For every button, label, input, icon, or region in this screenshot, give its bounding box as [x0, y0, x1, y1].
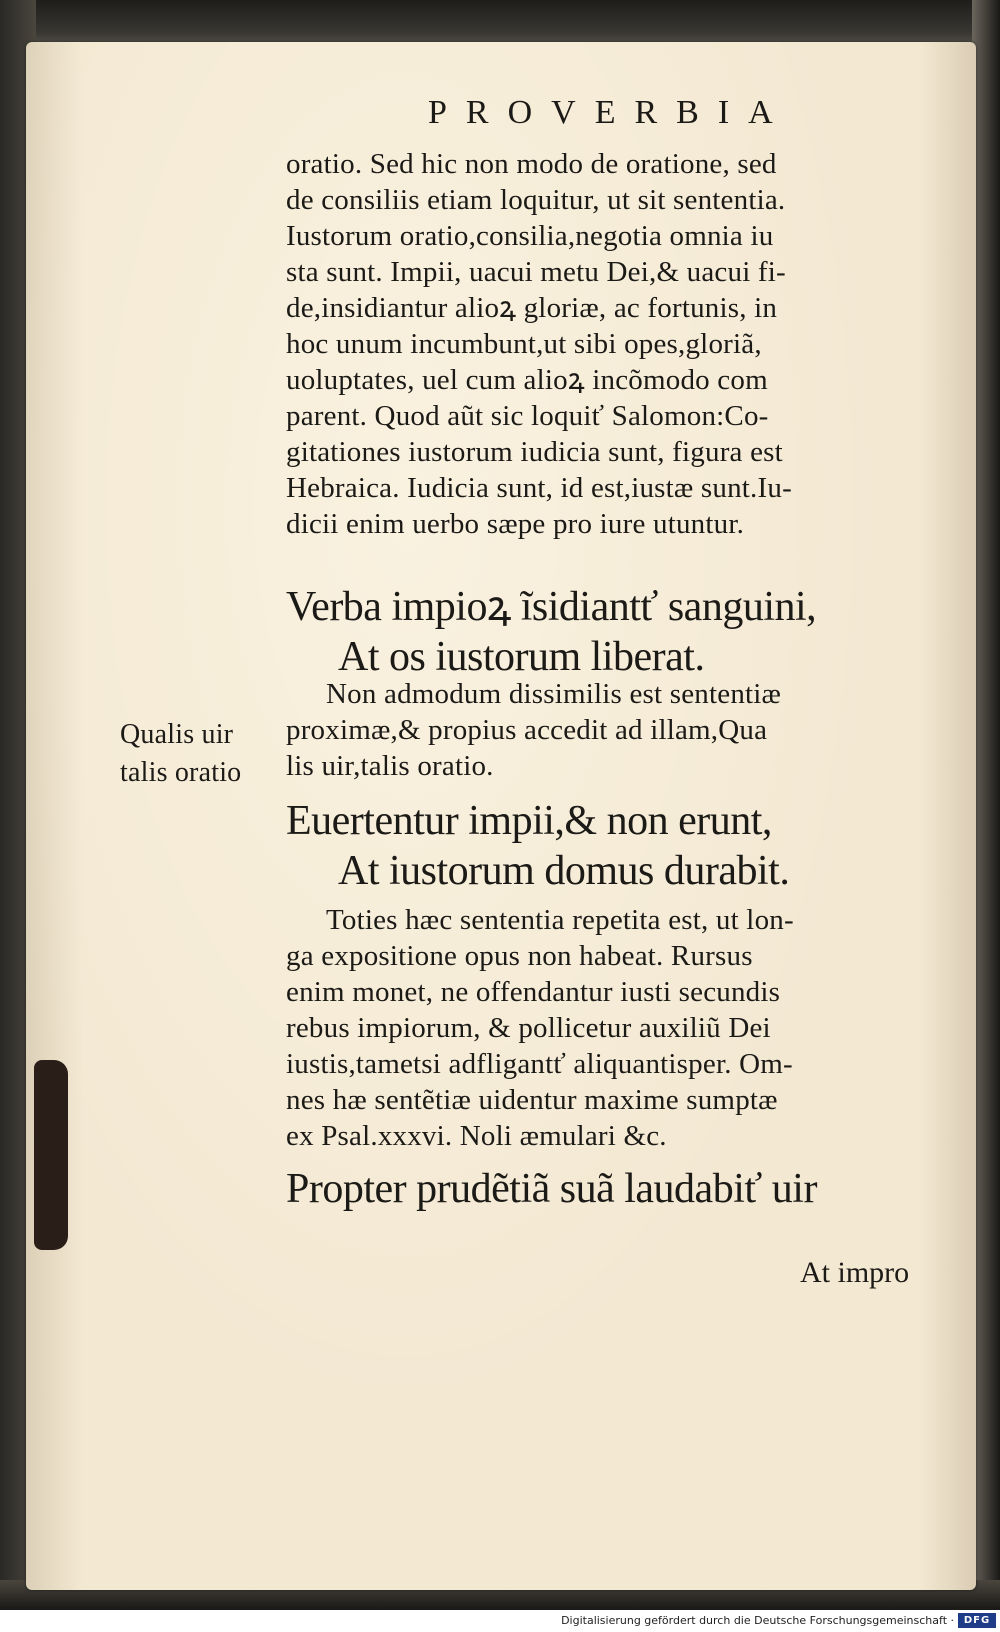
text-line: iustis,tametsi adfligantť aliquantisper. Om- — [286, 1048, 793, 1080]
marginal-line: talis oratio — [120, 757, 242, 788]
text-line: rebus impiorum, & pollicetur auxiliũ Dei — [286, 1012, 771, 1044]
text-line: uoluptates, uel cum alioꝝ incõmodo com — [286, 364, 768, 396]
text-line: dicii enim uerbo sæpe pro iure utuntur. — [286, 508, 745, 540]
text-line: nes hæ sentẽtiæ uidentur maxime sumptæ — [286, 1084, 778, 1116]
verse-2 — [286, 796, 954, 896]
verse-line: At iustorum domus durabit. — [338, 848, 790, 894]
scan-background-top — [0, 0, 1000, 48]
dfg-logo-icon[interactable]: DFG — [958, 1613, 996, 1628]
verse-3 — [286, 1164, 954, 1214]
text-line: ga expositione opus non habeat. Rursus — [286, 940, 753, 972]
verse-line: At os iustorum liberat. — [338, 634, 705, 680]
page-edge-stain — [34, 1060, 68, 1250]
marginal-note — [120, 716, 241, 792]
text-line: sta sunt. Impii, uacui metu Dei,& uacui fi- — [286, 256, 786, 288]
book-page — [26, 42, 976, 1590]
text-line: ex Psal.xxxvi. Noli æmulari &c. — [286, 1120, 667, 1152]
paragraph-2 — [286, 676, 954, 784]
text-line: gitationes iustorum iudicia sunt, figura est — [286, 436, 783, 468]
paragraph-1 — [286, 146, 954, 542]
text-line: enim monet, ne offendantur iusti secundis — [286, 976, 781, 1008]
paragraph-3 — [286, 902, 954, 1154]
scan-background-right — [972, 0, 1000, 1600]
text-line: Hebraica. Iudicia sunt, id est,iustæ sunt.Iu- — [286, 472, 792, 504]
verse-line: Propter prudẽtiã suã laudabiť uir — [286, 1166, 817, 1212]
verse-line: Verba impioꝝ ĩsidiantť sanguini, — [286, 584, 817, 630]
text-line: de,insidiantur alioꝝ gloriæ, ac fortunis, in — [286, 292, 778, 324]
text-line: Toties hæc sententia repetita est, ut lon- — [326, 904, 794, 936]
text-line: lis uir,talis oratio. — [286, 750, 494, 782]
footer-bar — [0, 1610, 1000, 1632]
footer-credit: Digitalisierung gefördert durch die Deutsche Forschungsgemeinschaft · — [561, 1614, 954, 1627]
text-line: de consiliis etiam loquitur, ut sit sententia. — [286, 184, 786, 216]
marginal-line: Qualis uir — [120, 719, 234, 750]
text-line: proximæ,& propius accedit ad illam,Qua — [286, 714, 768, 746]
verse-line: Euertentur impii,& non erunt, — [286, 798, 772, 844]
text-line: oratio. Sed hic non modo de oratione, sed — [286, 148, 777, 180]
text-line: hoc unum incumbunt,ut sibi opes,gloriã, — [286, 328, 762, 360]
verse-1 — [286, 582, 954, 682]
text-line: Non admodum dissimilis est sententiæ — [326, 678, 782, 710]
running-head: PROVERBIA — [428, 94, 792, 131]
catchword: At impro — [800, 1256, 910, 1289]
text-line: parent. Quod aũt sic loquiť Salomon:Co- — [286, 400, 769, 432]
text-line: Iustorum oratio,consilia,negotia omnia iu — [286, 220, 774, 252]
